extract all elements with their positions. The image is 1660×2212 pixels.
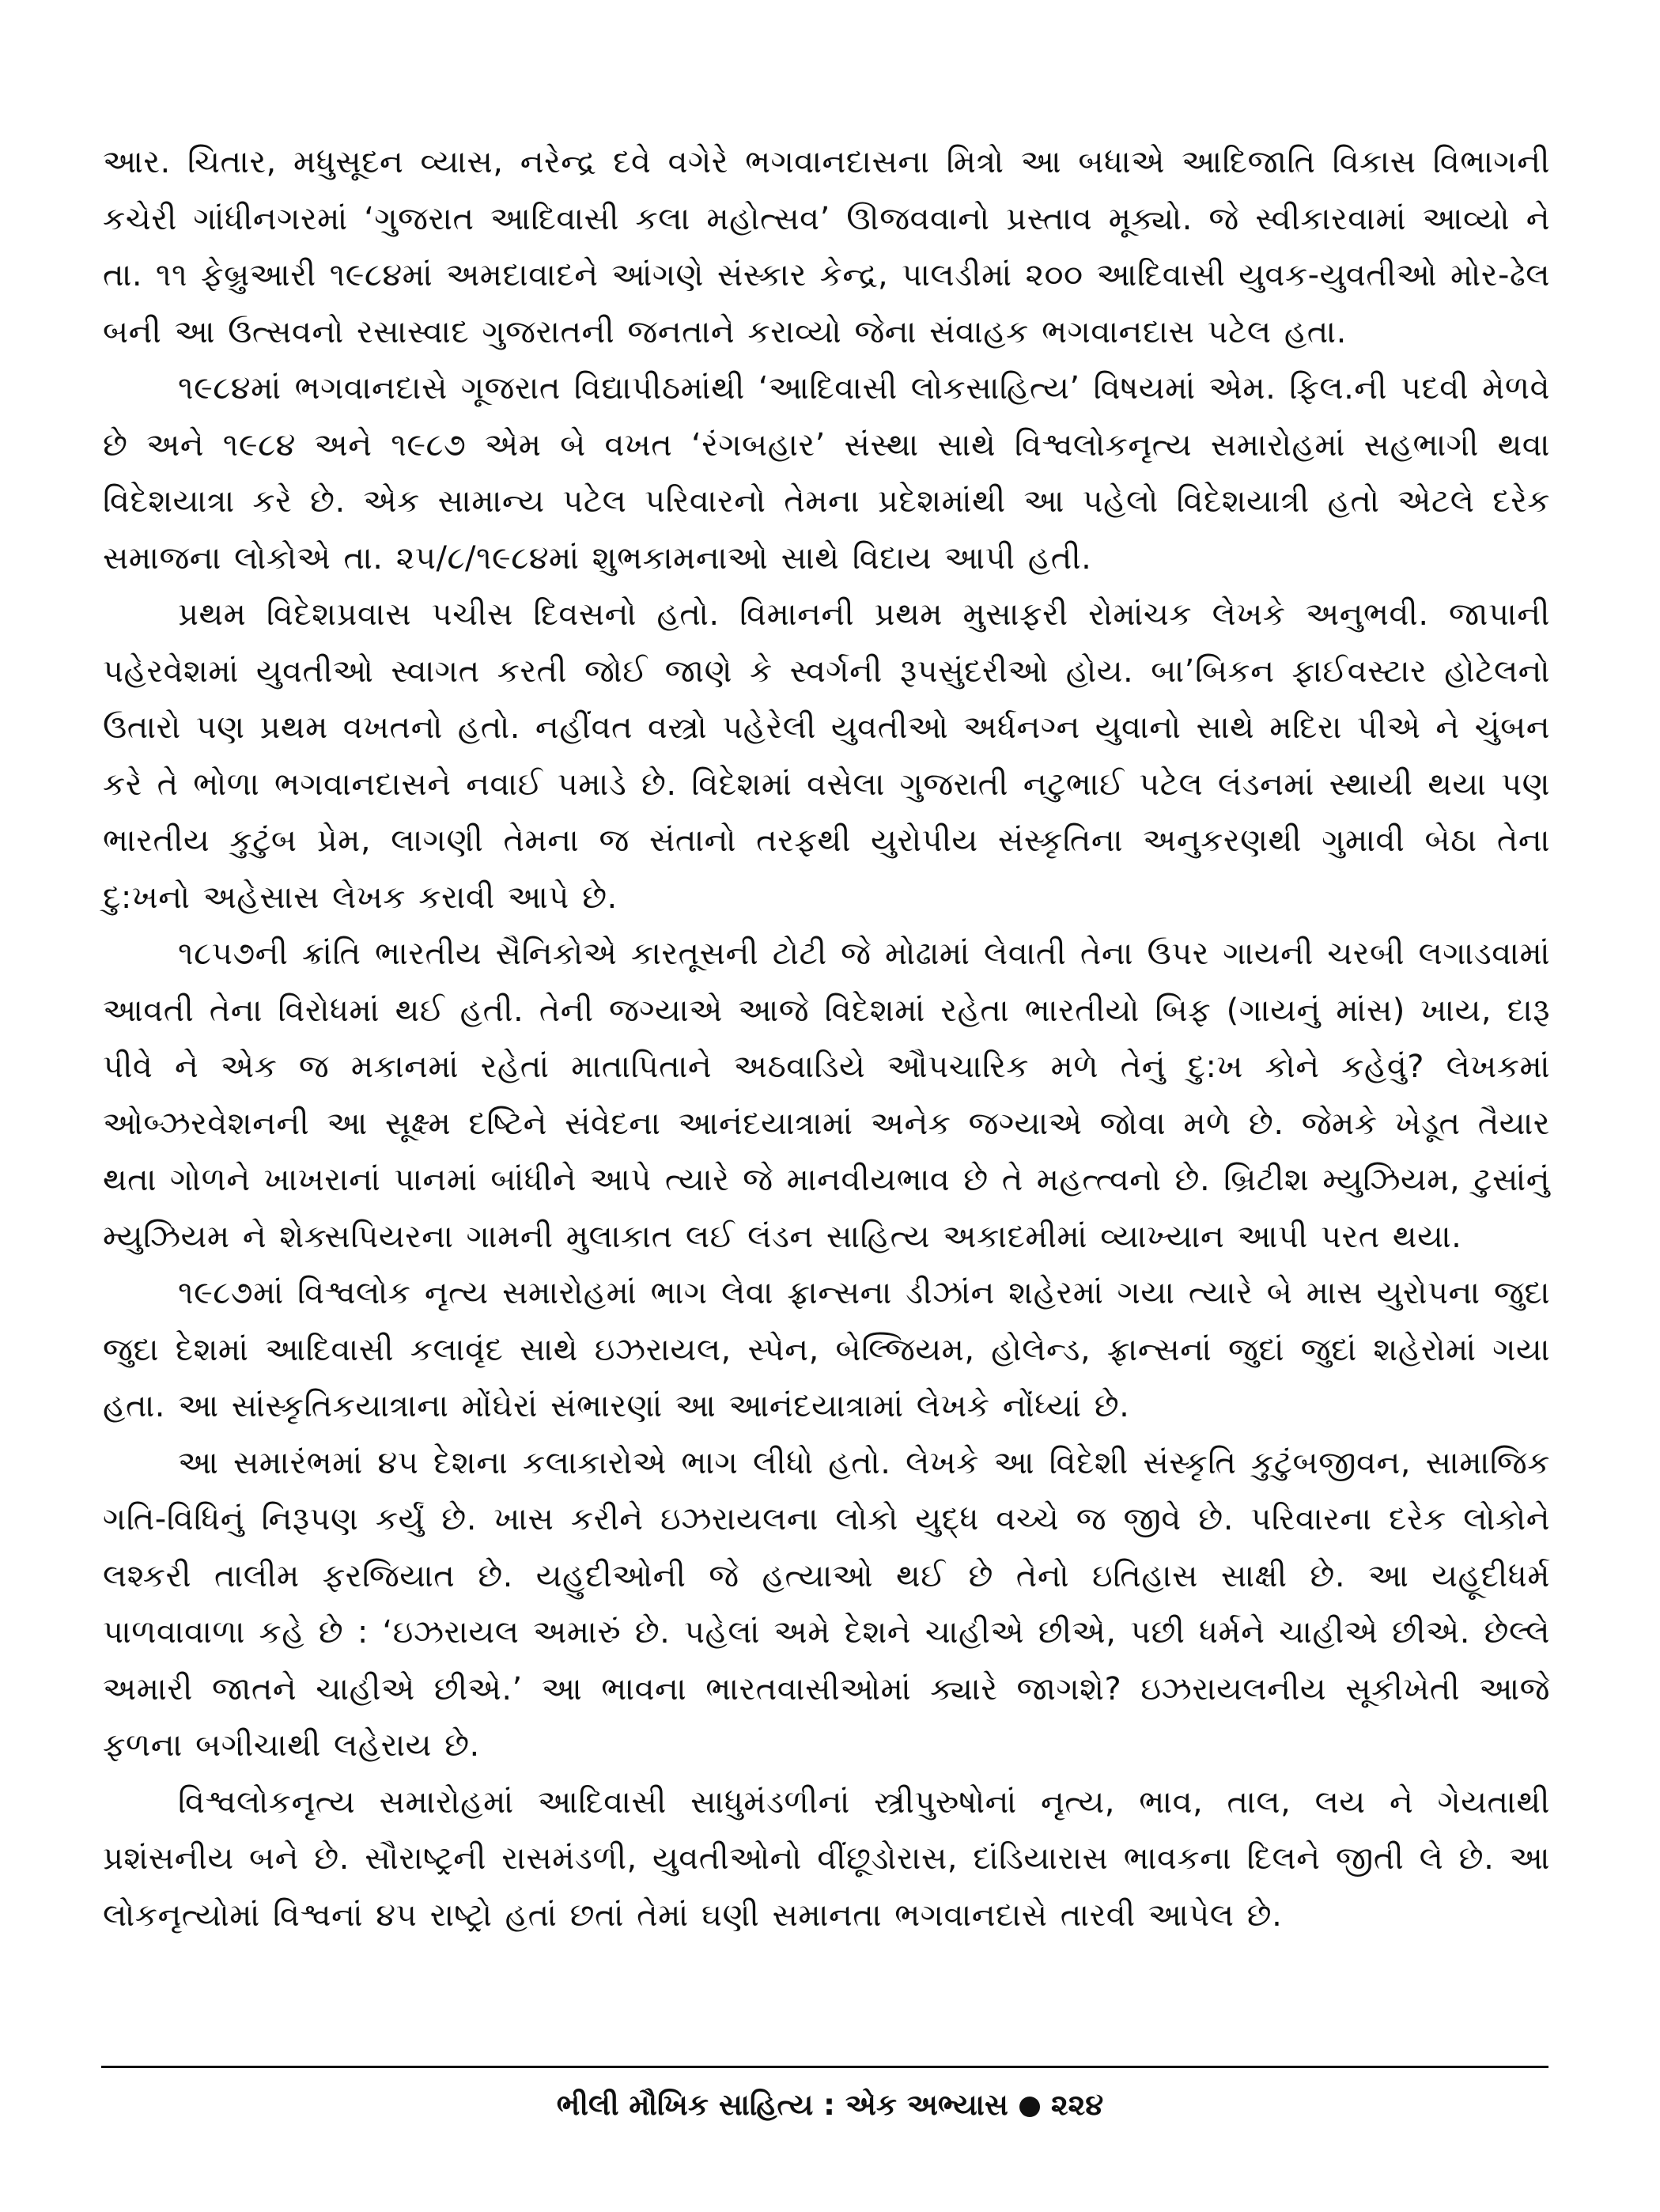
paragraph-1: આર. ચિતાર, મધુસૂદન વ્યાસ, નરેન્દ્ર દવે વગેરે ભગવાનદાસના મિત્રો આ બધાએ આદિજાતિ વિકાસ વિભાગની કચેરી ગાંધીનગરમાં ‘ગુજરાત આદિવાસી કલા મહોત્સવ’ ઊજવવાનો પ્રસ્તાવ મૂક્યો. જે સ્વીકારવામાં આવ્યો ને તા. ૧૧ ફેબ્રુઆરી ૧૯૮૪માં અમદાવાદને આંગણે સંસ્કાર કેન્દ્ર, પાલડીમાં ૨૦૦ આદિવાસી યુવક-યુવતીઓ મોર-ઢેલ બની આ ઉત્સવનો રસાસ્વાદ ગુજરાતની જનતાને કરાવ્યો જેના સંવાહક ભગવાનદાસ પટેલ હતા.: [103, 144, 1550, 350]
footer-divider: [101, 2066, 1548, 2068]
footer-page-number: ૨૨૪: [1050, 2088, 1104, 2122]
paragraph-5: ૧૯૮૭માં વિશ્વલોક નૃત્ય સમારોહમાં ભાગ લેવા ફ્રાન્સના ડીઝાંન શહેરમાં ગયા ત્યારે બે માસ યુરોપના જુદા જુદા દેશમાં આદિવાસી કલાવૃંદ સાથે ઇઝરાયલ, સ્પેન, બેલ્જિયમ, હોલેન્ડ, ફ્રાન્સનાં જુદાં જુદાં શહેરોમાં ગયા હતા. આ સાંસ્કૃતિકયાત્રાના મોંઘેરાં સંભારણાં આ આનંદયાત્રામાં લેખકે નોંધ્યાં છે.: [103, 1275, 1550, 1424]
bullet-dot-icon: [1019, 2097, 1040, 2117]
paragraph-2: ૧૯૮૪માં ભગવાનદાસે ગૂજરાત વિદ્યાપીઠમાંથી ‘આદિવાસી લોકસાહિત્ય’ વિષયમાં એમ. ફિલ.ની પદવી મેળવે છે અને ૧૯૮૪ અને ૧૯૮૭ એમ બે વખત ‘રંગબહાર’ સંસ્થા સાથે વિશ્વલોકનૃત્ય સમારોહમાં સહભાગી થવા વિદેશયાત્રા કરે છે. એક સામાન્ય પટેલ પરિવારનો તેમના પ્રદેશમાંથી આ પહેલો વિદેશયાત્રી હતો એટલે દરેક સમાજના લોકોએ તા. ૨૫/૮/૧૯૮૪માં શુભકામનાઓ સાથે વિદાય આપી હતી.: [103, 370, 1550, 577]
page-body: [103, 134, 1550, 1944]
paragraph-7: વિશ્વલોકનૃત્ય સમારોહમાં આદિવાસી સાધુમંડળીનાં સ્ત્રીપુરુષોનાં નૃત્ય, ભાવ, તાલ, લય ને ગેયતાથી પ્રશંસનીય બને છે. સૌરાષ્ટ્રની રાસમંડળી, યુવતીઓનો વીંછૂડોરાસ, દાંડિયારાસ ભાવકના દિલને જીતી લે છે. આ લોકનૃત્યોમાં વિશ્વનાં ૪૫ રાષ્ટ્રો હતાં છતાં તેમાં ઘણી સમાનતા ભગવાનદાસે તારવી આપેલ છે.: [103, 1783, 1550, 1934]
footer-book-title: ભીલી મૌખિક સાહિત્ય : એક અભ્યાસ: [556, 2088, 1008, 2122]
page-footer: [0, 2088, 1660, 2123]
paragraph-3: પ્રથમ વિદેશપ્રવાસ પચીસ દિવસનો હતો. વિમાનની પ્રથમ મુસાફરી રોમાંચક લેખકે અનુભવી. જાપાની પહેરવેશમાં યુવતીઓ સ્વાગત કરતી જોઈ જાણે કે સ્વર્ગની રૂપસુંદરીઓ હોય. બા’બિકન ફાઈવસ્ટાર હોટેલનો ઉતારો પણ પ્રથમ વખતનો હતો. નહીંવત વસ્ત્રો પહેરેલી યુવતીઓ અર્ધનગ્ન યુવાનો સાથે મદિરા પીએ ને ચુંબન કરે તે ભોળા ભગવાનદાસને નવાઈ પમાડે છે. વિદેશમાં વસેલા ગુજરાતી નટુભાઈ પટેલ લંડનમાં સ્થાયી થયા પણ ભારતીય કુટુંબ પ્રેમ, લાગણી તેમના જ સંતાનો તરફથી યુરોપીય સંસ્કૃતિના અનુકરણથી ગુમાવી બેઠા તેના દુ:ખનો અહેસાસ લેખક કરાવી આપે છે.: [103, 596, 1550, 916]
paragraph-4: ૧૮૫૭ની ક્રાંતિ ભારતીય સૈનિકોએ કારતૂસની ટોટી જે મોઢામાં લેવાતી તેના ઉપર ગાયની ચરબી લગાડવામાં આવતી તેના વિરોધમાં થઈ હતી. તેની જગ્યાએ આજે વિદેશમાં રહેતા ભારતીયો બિફ (ગાયનું માંસ) ખાય, દારૂ પીવે ને એક જ મકાનમાં રહેતાં માતાપિતાને અઠવાડિયે ઔપચારિક મળે તેનું દુ:ખ કોને કહેવું? લેખકમાં ઓબ્ઝરવેશનની આ સૂક્ષ્મ દષ્ટિને સંવેદના આનંદયાત્રામાં અનેક જગ્યાએ જોવા મળે છે. જેમકે ખેડૂત તૈયાર થતા ગોળને ખાખરાનાં પાનમાં બાંધીને આપે ત્યારે જે માનવીયભાવ છે તે મહત્ત્વનો છે. બ્રિટીશ મ્યુઝિયમ, ટુસાંનું મ્યુઝિયમ ને શેક્સપિયરના ગામની મુલાકાત લઈ લંડન સાહિત્ય અકાદમીમાં વ્યાખ્યાન આપી પરત થયા.: [103, 936, 1550, 1255]
paragraph-6: આ સમારંભમાં ૪૫ દેશના કલાકારોએ ભાગ લીધો હતો. લેખકે આ વિદેશી સંસ્કૃતિ કુટુંબજીવન, સામાજિક ગતિ-વિધિનું નિરૂપણ કર્યું છે. ખાસ કરીને ઇઝરાયલના લોકો યુદ્ધ વચ્ચે જ જીવે છે. પરિવારના દરેક લોકોને લશ્કરી તાલીમ ફરજિયાત છે. યહુદીઓની જે હત્યાઓ થઈ છે તેનો ઇતિહાસ સાક્ષી છે. આ યહૂદીધર્મ પાળવાવાળા કહે છે : ‘ઇઝરાયલ અમારું છે. પહેલાં અમે દેશને ચાહીએ છીએ, પછી ધર્મને ચાહીએ છીએ. છેલ્લે અમારી જાતને ચાહીએ છીએ.’ આ ભાવના ભારતવાસીઓમાં ક્યારે જાગશે? ઇઝરાયલનીય સૂકીખેતી આજે ફળના બગીચાથી લહેરાય છે.: [103, 1444, 1550, 1764]
